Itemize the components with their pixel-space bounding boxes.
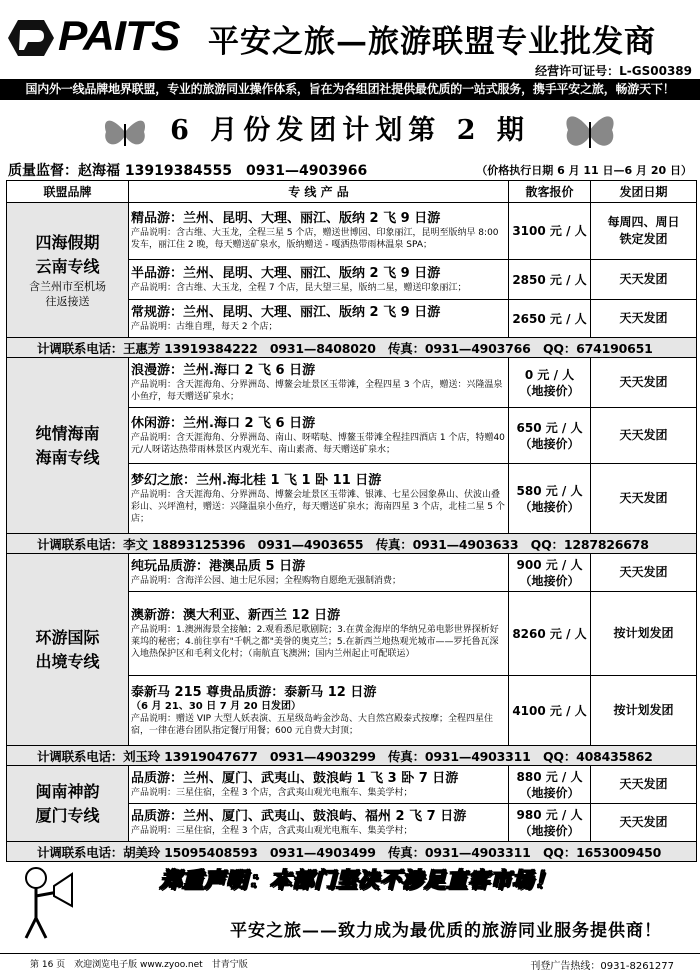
brand-name: 四海假期 云南专线 — [35, 233, 100, 276]
product-desc: 产品说明：含海洋公园、迪士尼乐园；全程购物自愿绝无强制消费； — [131, 575, 402, 586]
table-row — [7, 554, 697, 592]
product-name: 浪漫游：兰州.海口 2 飞 6 日游 — [131, 362, 316, 378]
price-cell: 980 元 / 人 （地接价） — [509, 804, 591, 842]
date-cell: 天天发团 — [591, 300, 697, 338]
brand-name: 纯情海南 海南专线 — [35, 423, 100, 467]
header — [0, 0, 700, 80]
product-name: 品质游：兰州、厦门、武夷山、鼓浪屿 1 飞 3 卧 7 日游 — [131, 770, 459, 786]
notice-text: 郑重声明：本部门坚决不涉足直客市场！ — [160, 868, 556, 892]
price-cell: 4100 元 / 人 — [509, 676, 591, 746]
product-name: 半品游：兰州、昆明、大理、丽江、版纳 2 飞 9 日游 — [131, 265, 441, 281]
date-cell: 按计划发团 — [591, 592, 697, 676]
brand-name: 闽南神韵 厦门专线 — [35, 781, 100, 825]
product-date-note: （6 月 21、30 日 7 月 20 日发团） — [131, 700, 302, 712]
product-name: 澳新游：澳大利亚、新西兰 12 日游 — [131, 607, 341, 623]
logo-text: PAITS — [58, 12, 180, 59]
column-header: 联盟品牌 — [7, 181, 129, 203]
date-cell: 天天发团 — [591, 408, 697, 464]
column-header: 散客报价 — [509, 181, 591, 203]
footer-slogan: 平安之旅——致力成为最优质的旅游同业服务提供商！ — [230, 921, 662, 941]
product-name: 常规游：兰州、昆明、大理、丽江、版纳 2 飞 9 日游 — [131, 304, 441, 320]
product-desc: 产品说明：含天涯海角、分界洲岛、博鳌会址景区玉带滩、银滩、七星公园象鼻山、伏波山叠彩山、兴坪渔村，赠送：兴隆温泉小鱼疗，每天赠送矿泉水；海南四星 3 个店，北桂二星 5 个店； — [131, 489, 505, 524]
table-header — [7, 181, 697, 203]
product-desc: 产品说明：含天涯海角、分界洲岛、博鳌会址景区玉带滩，全程四星 3 个店，赠送：兴隆温泉小鱼疗，每天赠送矿泉水； — [131, 379, 503, 402]
contact-info: 计调联系电话：刘玉玲 13919047677 0931—4903299 传真：0931—4903311 QQ：408435862 — [7, 746, 697, 766]
contact-info: 计调联系电话：王惠芳 13919384222 0931—8408020 传真：0931—4903766 QQ：674190651 — [7, 338, 697, 358]
product-name: 品质游：兰州、厦门、武夷山、鼓浪屿、福州 2 飞 7 日游 — [131, 808, 467, 824]
product-cell — [129, 592, 509, 676]
price-cell: 880 元 / 人 （地接价） — [509, 766, 591, 804]
table-row — [7, 203, 697, 260]
product-desc: 产品说明：含古维、大玉龙，全程三星 5 个店，赠送世博园、印象丽江，昆明至版纳早 8:00 发车，丽江住 2 晚，每天赠送矿泉水，版纳赠送 - 嘎洒热带雨林温泉 SPA； — [131, 228, 499, 250]
quality-supervisor: 质量监督：赵海福 13919384555 0931—4903966 — [8, 163, 368, 179]
date-cell: 天天发团 — [591, 766, 697, 804]
ad-hotline: 刊登广告热线：0931-8261277 — [530, 961, 674, 972]
brand-cell — [7, 203, 129, 338]
product-name: 泰新马 215 尊贵品质游：泰新马 12 日游 — [131, 684, 377, 700]
product-desc: 产品说明：三星住宿，全程 3 个店，含武夷山观光电瓶车、集美学村； — [131, 825, 413, 836]
product-desc: 产品说明：三星住宿，全程 3 个店，含武夷山观光电瓶车、集美学村； — [131, 787, 413, 798]
plan-title: 6 月份发团计划第 2 期 — [170, 115, 530, 146]
slogan-banner: 国内外一线品牌地界联盟，专业的旅游同业操作体系，旨在为各组团社提供最优质的一站式服务，携手平安之旅，畅游天下！ — [0, 79, 700, 100]
product-desc: 产品说明：古维自理，每天 2 个店； — [131, 321, 278, 332]
contact-row — [7, 842, 697, 862]
product-desc: 产品说明：含天涯海角、分界洲岛、南山、呀喏哒、博鳌玉带滩全程挂四酒店 1 个店，特赠40元/人呀诺达热带雨林景区内观光车、南山素斋、每天赠送矿泉水； — [131, 432, 505, 455]
date-cell: 按计划发团 — [591, 676, 697, 746]
price-period: （价格执行日期 6 月 11 日—6 月 20 日） — [476, 164, 692, 177]
tour-table — [6, 180, 697, 862]
product-cell — [129, 554, 509, 592]
divider — [0, 953, 700, 954]
product-cell — [129, 766, 509, 804]
price-cell: 900 元 / 人 （地接价） — [509, 554, 591, 592]
price-cell: 3100 元 / 人 — [509, 203, 591, 260]
product-name: 精品游：兰州、昆明、大理、丽江、版纳 2 飞 9 日游 — [131, 211, 441, 226]
product-cell — [129, 464, 509, 534]
price-cell: 580 元 / 人 （地接价） — [509, 464, 591, 534]
brand-note: 含兰州市至机场 往返接送 — [29, 280, 106, 308]
contact-row — [7, 534, 697, 554]
product-cell — [129, 300, 509, 338]
date-cell: 天天发团 — [591, 804, 697, 842]
brand-cell — [7, 554, 129, 746]
price-cell: 0 元 / 人 （地接价） — [509, 358, 591, 408]
brand-name: 环游国际 出境专线 — [35, 627, 100, 671]
page-info: 第 16 页 欢迎浏览电子版 www.zyoo.net 甘青宁版 — [30, 960, 248, 970]
price-cell: 8260 元 / 人 — [509, 592, 591, 676]
product-desc: 产品说明：含古维、大玉龙，全程 7 个店，昆大望三星，版纳二星，赠送印象丽江； — [131, 282, 467, 293]
date-cell: 天天发团 — [591, 554, 697, 592]
product-cell — [129, 804, 509, 842]
product-cell — [129, 358, 509, 408]
logo-mark-icon — [8, 18, 54, 58]
date-cell: 天天发团 — [591, 260, 697, 300]
product-cell — [129, 676, 509, 746]
butterfly-icon — [560, 108, 620, 156]
price-cell: 650 元 / 人 （地接价） — [509, 408, 591, 464]
column-header: 发团日期 — [591, 181, 697, 203]
product-desc: 产品说明：1.澳洲海景全接触；2.观看悉尼歌剧院；3.在黄金海岸的华纳兄弟电影世界探析好莱坞的秘密；4.前往享有"千帆之都"美誉的奥克兰；5.在新西兰地热观光城市——罗托鲁瓦深入地热保护区和毛利文化村；（南航直飞澳洲；国内兰州起止可配联运） — [131, 624, 499, 659]
price-cell: 2850 元 / 人 — [509, 260, 591, 300]
column-header: 专 线 产 品 — [129, 181, 509, 203]
price-cell: 2650 元 / 人 — [509, 300, 591, 338]
contact-row — [7, 746, 697, 766]
contact-info: 计调联系电话：胡美玲 15095408593 0931—4903499 传真：0931—4903311 QQ：1653009450 — [7, 842, 697, 862]
megaphone-person-icon — [14, 862, 74, 942]
page-title: 平安之旅—旅游联盟专业批发商 — [208, 24, 656, 60]
product-cell — [129, 203, 509, 260]
contact-info: 计调联系电话：李文 18893125396 0931—4903655 传真：0931—4903633 QQ：1287826678 — [7, 534, 697, 554]
product-desc: 产品说明：赠送 VIP 大型人妖表演、五星级岛屿金沙岛、大自然宫殿泰式按摩；全程四星住宿，一律在港台团队指定餐厅用餐；600 元自费大封顶； — [131, 713, 493, 736]
date-cell: 天天发团 — [591, 464, 697, 534]
license-number: 经营许可证号：L-GS00389 — [535, 64, 692, 78]
footer — [0, 860, 700, 973]
brand-cell — [7, 766, 129, 842]
product-name: 梦幻之旅：兰州.海北桂 1 飞 1 卧 11 日游 — [131, 472, 382, 488]
table-row — [7, 766, 697, 804]
product-cell — [129, 408, 509, 464]
product-cell — [129, 260, 509, 300]
contact-row — [7, 338, 697, 358]
table-row — [7, 358, 697, 408]
brand-cell — [7, 358, 129, 534]
date-cell: 每周四、周日 铁定发团 — [591, 203, 697, 260]
date-cell: 天天发团 — [591, 358, 697, 408]
product-name: 休闲游：兰州.海口 2 飞 6 日游 — [131, 415, 316, 431]
product-name: 纯玩品质游：港澳品质 5 日游 — [131, 558, 306, 574]
